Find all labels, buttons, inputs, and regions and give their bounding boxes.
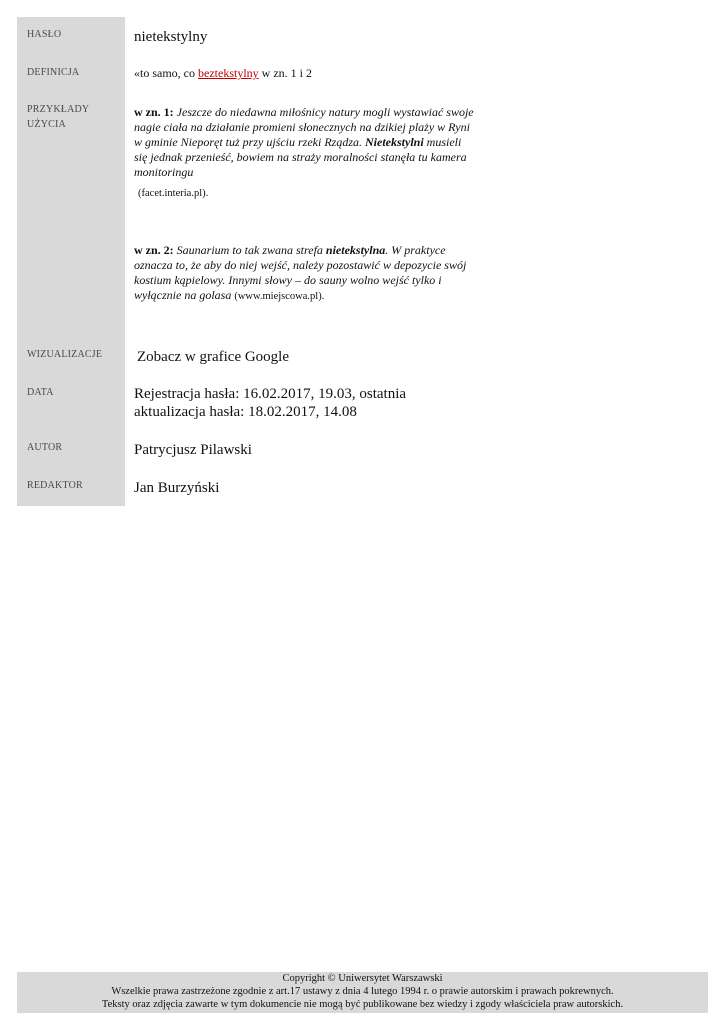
label-definicja: DEFINICJA <box>27 67 80 78</box>
definition <box>134 66 312 81</box>
label-haslo: HASŁO <box>27 29 62 40</box>
example-1-text-a: Jeszcze do niedawna miłośnicy natury mogli wystawiać swoje nagie ciała na działanie promieni słonecznych na dzikiej plaży w Ryni w gminie Nieporęt tuż przy ujściu rzeki Rządza. <box>134 105 474 149</box>
editor: Jan Burzyński <box>134 480 220 496</box>
example-1-text-b: musieli się jednak przenieść, bowiem na straży moralności stanęła tu kamera monitoringu <box>134 135 467 179</box>
example-2-text-a: Saunarium to tak zwana strefa <box>176 243 323 257</box>
example-2-bold: nietekstylna <box>325 243 386 257</box>
example-2-marker: w zn. 2: <box>134 243 174 257</box>
definition-suffix: w zn. 1 i 2 <box>261 66 312 80</box>
label-data: DATA <box>27 387 54 398</box>
example-2-source: (www.miejscowa.pl). <box>234 291 325 302</box>
headword: nietekstylny <box>134 29 208 45</box>
example-2 <box>134 243 474 304</box>
label-autor: AUTOR <box>27 442 63 453</box>
label-przyklady-line2: UŻYCIA <box>27 119 66 130</box>
label-wizualizacje: WIZUALIZACJE <box>27 349 103 360</box>
footer-line3: Teksty oraz zdjęcia zawarte w tym dokumencie nie mogą być publikowane bez wiedzy i zgody właściciela praw autorskich. <box>101 999 624 1010</box>
example-1-bold: Nietekstylni <box>365 135 424 149</box>
footer-line2: Wszelkie prawa zastrzeżone zgodnie z art.17 ustawy z dnia 4 lutego 1994 r. o prawie autorskim i prawach pokrewnych. <box>111 986 614 997</box>
example-1-source: (facet.interia.pl). <box>138 188 209 199</box>
example-2-text-b: . W praktyce oznacza to, że aby do niej wejść, należy pozostawić w depozycie swój kostium kąpielowy. Innymi słowy – do sauny wolno wejść tylko i wyłącznie na golasa <box>134 243 467 302</box>
copyright-footer <box>17 972 708 1013</box>
label-redaktor: REDAKTOR <box>27 480 83 491</box>
google-images-link[interactable]: Zobacz w grafice Google <box>137 349 290 365</box>
author: Patrycjusz Pilawski <box>134 442 252 458</box>
example-1 <box>134 105 474 201</box>
dates-line2: aktualizacja hasła: 18.02.2017, 14.08 <box>134 404 357 420</box>
definition-link[interactable]: beztekstylny <box>198 66 259 80</box>
dates <box>134 385 406 421</box>
dates-line1: Rejestracja hasła: 16.02.2017, 19.03, ostatnia <box>134 386 407 402</box>
label-przyklady <box>27 102 89 132</box>
label-przyklady-line1: PRZYKŁADY <box>27 104 90 115</box>
example-1-marker: w zn. 1: <box>134 105 174 119</box>
definition-prefix: «to samo, co <box>134 66 195 80</box>
label-column <box>17 17 125 506</box>
footer-line1: Copyright © Uniwersytet Warszawski <box>282 973 443 984</box>
